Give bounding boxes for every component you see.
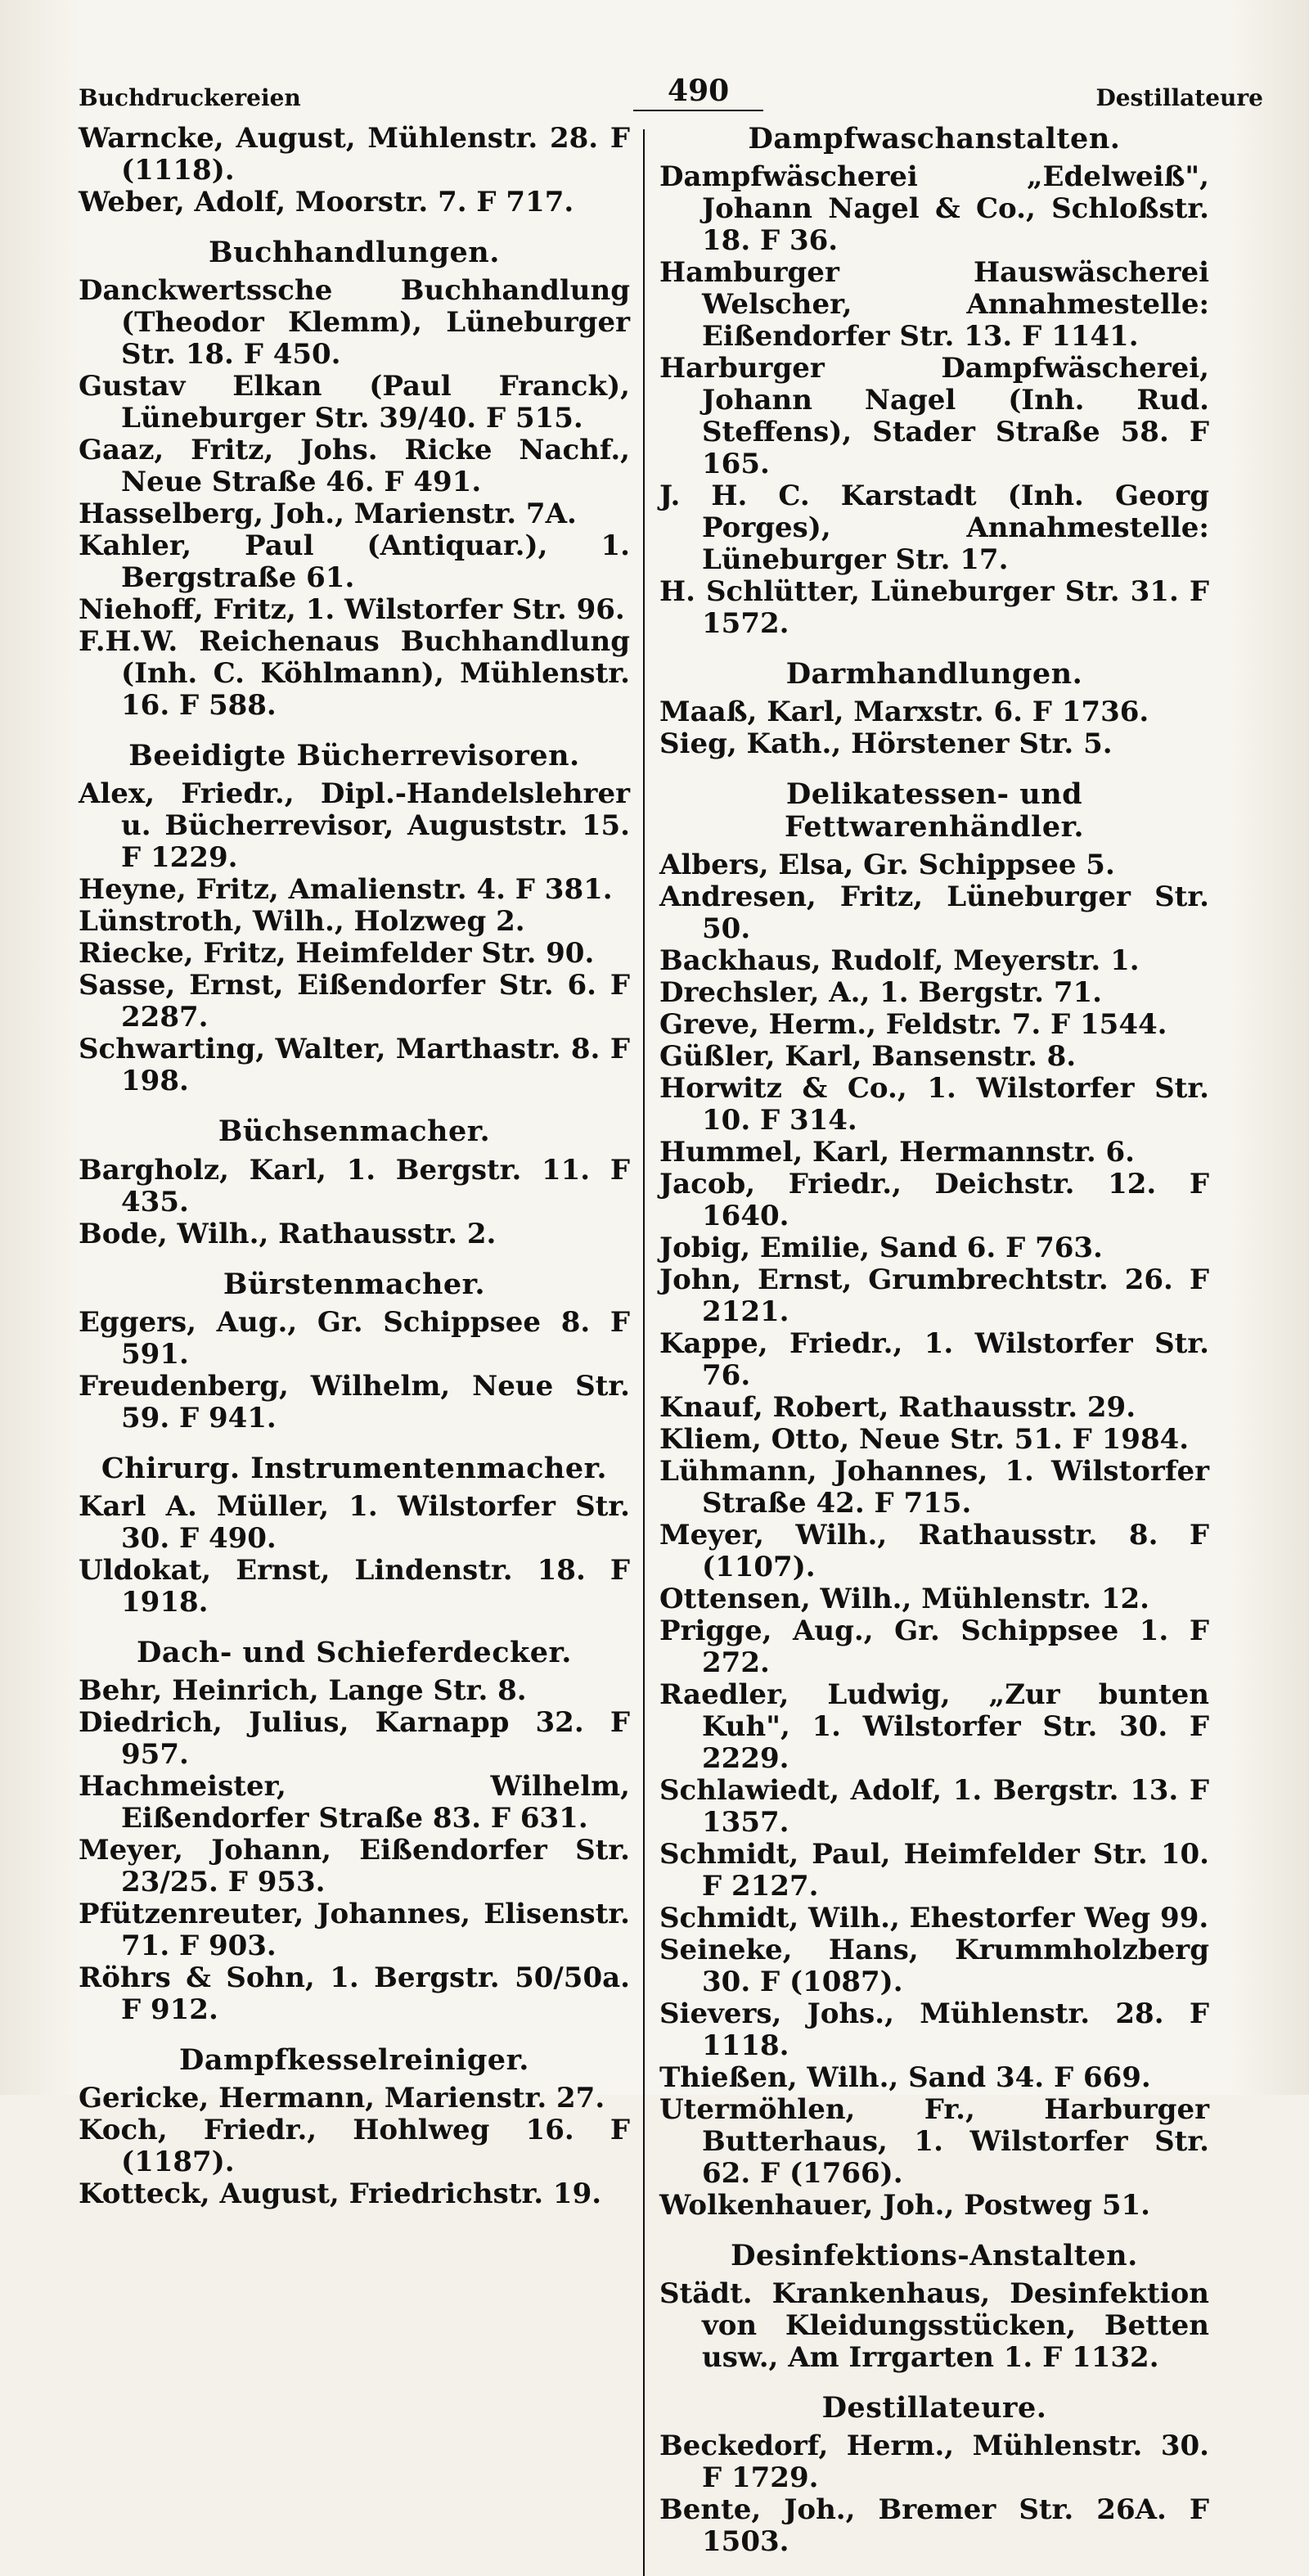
directory-entry: F.H.W. Reichenaus Buchhandlung (Inh. C. Köhlmann), Mühlenstr. 16. F 588. [79, 625, 630, 723]
directory-entry: Schlawiedt, Adolf, 1. Bergstr. 13. F 1357. [659, 1773, 1209, 1839]
directory-entry: Utermöhlen, Fr., Harburger Butterhaus, 1. Wilstorfer Str. 62. F (1766). [659, 2092, 1209, 2190]
section-heading: Buchhandlungen. [209, 236, 500, 269]
section-heading: Destillateure. [821, 2390, 1047, 2425]
directory-section [79, 236, 630, 722]
directory-entry: Riecke, Fritz, Heimfelder Str. 90. [79, 937, 595, 971]
section-heading: Dampfkesselreiniger. [179, 2043, 529, 2078]
directory-entry: Sasse, Ernst, Eißendorfer Str. 6. F 2287. [79, 969, 630, 1034]
directory-entry: Wolkenhauer, Joh., Postweg 51. [659, 2188, 1150, 2222]
directory-entry: Diedrich, Julius, Karnapp 32. F 957. [79, 1706, 630, 1772]
directory-entry: Danckwertssche Buchhandlung (Theodor Klemm), Lüneburger Str. 18. F 450. [79, 274, 630, 372]
directory-section [659, 123, 1209, 640]
directory-entry: Thießen, Wilh., Sand 34. F 669. [659, 2060, 1151, 2094]
directory-entry: Jobig, Emilie, Sand 6. F 763. [659, 1231, 1103, 1264]
directory-entry: Raedler, Ludwig, „Zur bunten Kuh", 1. Wilstorfer Str. 30. F 2229. [659, 1678, 1209, 1775]
directory-entry: John, Ernst, Grumbrechtstr. 26. F 2121. [659, 1263, 1209, 1328]
directory-section [79, 1637, 630, 2026]
directory-entry: Bode, Wilh., Rathausstr. 2. [79, 1217, 497, 1250]
section-heading: Delikatessen- und Fettwarenhändler. [784, 777, 1085, 844]
directory-entry: Hachmeister, Wilhelm, Eißendorfer Straße 83. F 631. [79, 1770, 630, 1835]
directory-entry: J. H. C. Karstadt (Inh. Georg Porges), Annahmestelle: Lüneburger Str. 17. [659, 480, 1209, 577]
directory-entry: Gericke, Hermann, Marienstr. 27. [79, 2082, 605, 2115]
directory-entry: Albers, Elsa, Gr. Schippsee 5. [659, 848, 1115, 881]
directory-entry: Lühmann, Johannes, 1. Wilstorfer Straße 42. F 715. [659, 1454, 1209, 1520]
section-heading: Dampfwaschanstalten. [748, 122, 1121, 155]
columns [79, 123, 1263, 2576]
directory-entry: Schwarting, Walter, Marthastr. 8. F 198. [79, 1033, 630, 1098]
directory-entry: Städt. Krankenhaus, Desinfektion von Kleidungsstücken, Betten usw., Am Irrgarten 1. F 1132. [659, 2277, 1209, 2374]
directory-entry: Kliem, Otto, Neue Str. 51. F 1984. [659, 1422, 1190, 1456]
directory-entry: Behr, Heinrich, Lange Str. 8. [79, 1674, 527, 1708]
directory-entry: Hamburger Hauswäscherei Welscher, Annahmestelle: Eißendorfer Str. 13. F 1141. [659, 256, 1209, 354]
directory-entry: Hummel, Karl, Hermannstr. 6. [659, 1135, 1136, 1169]
directory-entry: Bargholz, Karl, 1. Bergstr. 11. F 435. [79, 1153, 630, 1218]
directory-entry: Lünstroth, Wilh., Holzweg 2. [79, 905, 525, 939]
left-column [79, 123, 643, 2576]
page-header [79, 65, 1263, 111]
directory-entry: Gaaz, Fritz, Johs. Ricke Nachf., Neue Straße 46. F 491. [79, 434, 630, 499]
section-heading: Bürstenmacher. [223, 1267, 486, 1301]
directory-section [79, 740, 630, 1097]
directory-entry: Harburger Dampfwäscherei, Johann Nagel (Inh. Rud. Steffens), Stader Straße 58. F 165. [659, 352, 1209, 481]
directory-entry: Güßler, Karl, Bansenstr. 8. [659, 1039, 1077, 1073]
directory-entry: Horwitz & Co., 1. Wilstorfer Str. 10. F 314. [659, 1071, 1209, 1137]
directory-section [79, 123, 630, 218]
directory-entry: Alex, Friedr., Dipl.-Handelslehrer u. Bücherrevisor, Auguststr. 15. F 1229. [79, 777, 630, 875]
section-heading: Dach- und Schieferdecker. [137, 1635, 572, 1669]
directory-entry: Gustav Elkan (Paul Franck), Lüneburger Str. 39/40. F 515. [79, 370, 630, 435]
directory-entry: Warncke, August, Mühlenstr. 28. F (1118). [79, 122, 630, 187]
directory-entry: Uldokat, Ernst, Lindenstr. 18. F 1918. [79, 1553, 630, 1619]
directory-section [79, 2044, 630, 2210]
directory-entry: Kappe, Friedr., 1. Wilstorfer Str. 76. [659, 1326, 1209, 1392]
directory-entry: Jacob, Friedr., Deichstr. 12. F 1640. [659, 1167, 1209, 1232]
directory-entry: Knauf, Robert, Rathausstr. 29. [659, 1390, 1136, 1424]
directory-entry: Sievers, Johs., Mühlenstr. 28. F 1118. [659, 1997, 1209, 2062]
directory-entry: Schmidt, Paul, Heimfelder Str. 10. F 2127. [659, 1837, 1209, 1903]
directory-entry: Heyne, Fritz, Amalienstr. 4. F 381. [79, 873, 613, 907]
directory-entry: Greve, Herm., Feldstr. 7. F 1544. [659, 1007, 1167, 1041]
directory-section [659, 2240, 1209, 2374]
directory-entry: Maaß, Karl, Marxstr. 6. F 1736. [659, 696, 1149, 729]
directory-entry: Seineke, Hans, Krummholzberg 30. F (1087). [659, 1933, 1209, 1998]
directory-entry: Ottensen, Wilh., Mühlenstr. 12. [659, 1582, 1150, 1615]
section-heading: Chirurg. Instrumentenmacher. [101, 1451, 608, 1485]
directory-entry: Beckedorf, Herm., Mühlenstr. 30. F 1729. [659, 2430, 1209, 2495]
directory-section [659, 778, 1209, 2221]
directory-entry: Röhrs & Sohn, 1. Bergstr. 50/50a. F 912. [79, 1961, 630, 2027]
directory-entry: Eggers, Aug., Gr. Schippsee 8. F 591. [79, 1305, 630, 1371]
directory-entry: Sieg, Kath., Hörstener Str. 5. [659, 727, 1113, 761]
directory-entry: Kotteck, August, Friedrichstr. 19. [79, 2177, 602, 2211]
directory-entry: Hasselberg, Joh., Marienstr. 7A. [79, 498, 577, 531]
directory-entry: Meyer, Wilh., Rathausstr. 8. F (1107). [659, 1518, 1209, 1583]
directory-entry: Andresen, Fritz, Lüneburger Str. 50. [659, 880, 1209, 945]
directory-entry: Koch, Friedr., Hohlweg 16. F (1187). [79, 2114, 630, 2179]
directory-section [659, 658, 1209, 760]
directory-entry: Weber, Adolf, Moorstr. 7. F 717. [79, 186, 574, 218]
running-head-right: Destillateure [1095, 84, 1263, 111]
right-column [645, 123, 1209, 2576]
directory-entry: Drechsler, A., 1. Bergstr. 71. [659, 975, 1102, 1009]
directory-entry: Schmidt, Wilh., Ehestorfer Weg 99. [659, 1901, 1209, 1934]
directory-section [659, 2392, 1209, 2558]
page-number: 490 [633, 74, 763, 111]
directory-entry: Bente, Joh., Bremer Str. 26A. F 1503. [659, 2493, 1209, 2559]
directory-entry: Freudenberg, Wilhelm, Neue Str. 59. F 941. [79, 1369, 630, 1434]
directory-entry: H. Schlütter, Lüneburger Str. 31. F 1572. [659, 575, 1209, 641]
directory-entry: Backhaus, Rudolf, Meyerstr. 1. [659, 943, 1140, 977]
directory-entry: Kahler, Paul (Antiquar.), 1. Bergstraße 61. [79, 529, 630, 595]
running-head-left: Buchdruckereien [79, 84, 301, 111]
directory-entry: Niehoff, Fritz, 1. Wilstorfer Str. 96. [79, 593, 625, 627]
directory-entry: Meyer, Johann, Eißendorfer Str. 23/25. F 953. [79, 1834, 630, 1899]
section-heading: Beeidigte Bücherrevisoren. [128, 739, 580, 773]
directory-section [79, 1452, 630, 1619]
section-heading: Desinfektions-Anstalten. [731, 2238, 1138, 2272]
directory-section [79, 1268, 630, 1434]
directory-entry: Karl A. Müller, 1. Wilstorfer Str. 30. F 490. [79, 1489, 630, 1555]
section-heading: Darmhandlungen. [785, 657, 1083, 691]
directory-entry: Dampfwäscherei „Edelweiß", Johann Nagel & Co., Schloßstr. 18. F 36. [659, 160, 1209, 258]
directory-section [79, 1115, 630, 1250]
section-heading: Büchsenmacher. [218, 1115, 491, 1149]
directory-entry: Prigge, Aug., Gr. Schippsee 1. F 272. [659, 1614, 1209, 1679]
directory-entry: Pfützenreuter, Johannes, Elisenstr. 71. F 903. [79, 1898, 630, 1963]
